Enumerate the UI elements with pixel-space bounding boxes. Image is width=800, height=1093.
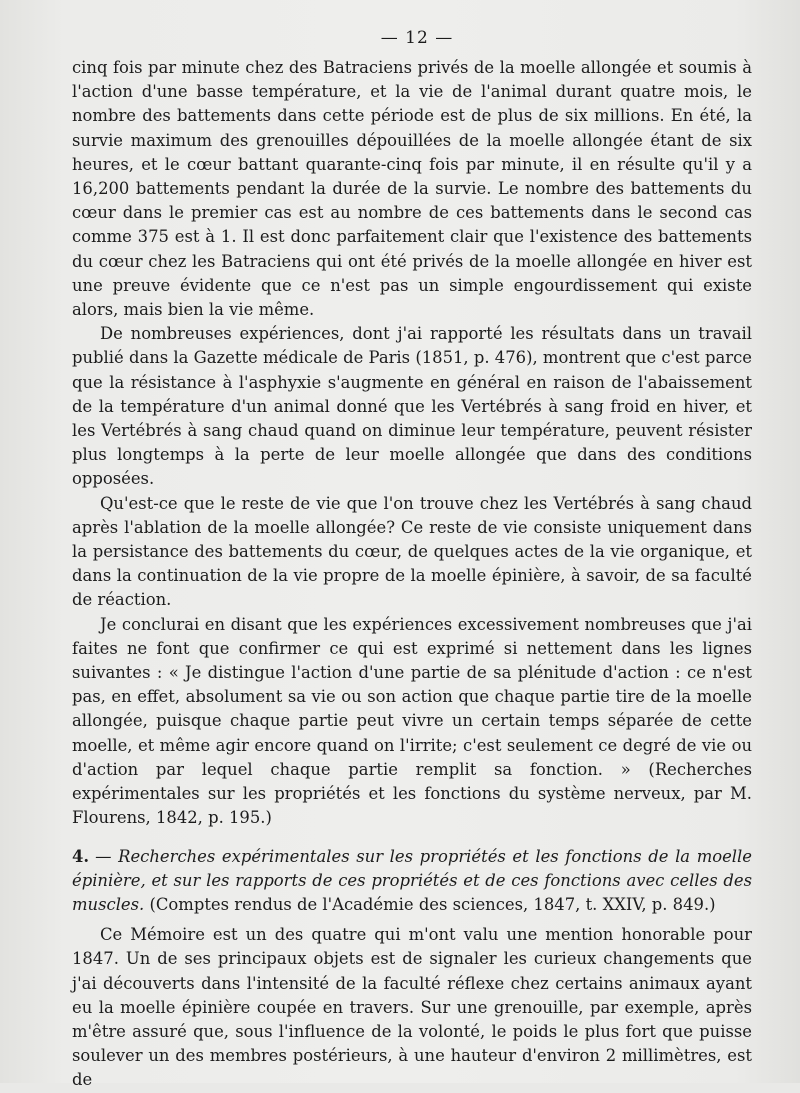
paragraph-remaining-life: Qu'est-ce que le reste de vie que l'on trouve chez les Vertébrés à sang chaud après l'ablation de la moelle allongée? Ce reste de vie consiste uniquement dans la persistance des battements du cœur, de quelques actes de la vie organique, et dans la continuation de la vie propre de la moelle épinière, à savoir, de sa faculté de réaction. <box>72 493 752 610</box>
paragraph-conclusion-quote: Je conclurai en disant que les expériences excessivement nombreuses que j'ai faites ne font que confirmer ce qui est exprimé si nettement dans les lignes suivantes : « Je distingue l'action d'une partie de sa plénitude d'action : ce n'est pas, en effet, absolument sa vie ou son action que chaque partie tire de la moelle allongée, puisque chaque partie peut vivre un certain temps séparée de cette moelle, et même agir encore quand on l'irrite; c'est seulement ce degré de vie ou d'action par lequel chaque partie remplit sa fonction. » (Recherches expérimentales sur les propriétés et les fonctions du système nerveux, par M. Flourens, 1842, p. 195.) <box>72 614 752 828</box>
entry-number: 4. <box>72 846 90 866</box>
entry-title: — Recherches expérimentales sur les propriétés et les fonctions de la moelle épinière, et sur les rapports de ces propriétés et de ces fonctions avec celles des muscles. <box>72 846 752 914</box>
entry-reference: (Comptes rendus de l'Académie des sciences, 1847, t. XXIV, p. 849.) <box>149 894 716 914</box>
paragraph-memoir: Ce Mémoire est un des quatre qui m'ont valu une mention honorable pour 1847. Un de ses principaux objets est de signaler les curieux changements que j'ai découverts dans l'intensité de la faculté réflexe chez certains animaux ayant eu la moelle épinière coupée en travers. Sur une grenouille, par exemple, après m'être assuré que, sous l'influence de la volonté, le poids le plus fort que puisse soulever un des membres postérieurs, à une hauteur d'environ 2 millimètres, est de <box>72 925 752 1090</box>
page-number: — 12 — <box>380 28 454 48</box>
bibliography-entry <box>72 845 752 918</box>
paragraph-asphyxia: De nombreuses expériences, dont j'ai rapporté les résultats dans un travail publié dans la Gazette médicale de Paris (1851, p. 476), montrent que c'est parce que la résistance à l'asphyxie s'augmente en général en raison de l'abaissement de la température d'un animal donné que les Vertébrés à sang froid en hiver, et les Vertébrés à sang chaud quand on diminue leur température, peuvent résister plus longtemps à la perte de leur moelle allongée que dans des conditions opposées. <box>72 324 752 489</box>
paragraph-heartbeats: cinq fois par minute chez des Batraciens privés de la moelle allongée et soumis à l'action d'une basse température, et la vie de l'animal durant quatre mois, le nombre des battements dans cette période est de plus de six millions. En été, la survie maximum des grenouilles dépouillées de la moelle allongée étant de six heures, et le cœur battant quarante-cinq fois par minute, il en résulte qu'il y a 16,200 battements pendant la durée de la survie. Le nombre des battements du cœur dans le premier cas est au nombre de ces battements dans le second cas comme 375 est à 1. Il est donc parfaitement clair que l'existence des battements du cœur chez les Batraciens qui ont été privés de la moelle allongée en hiver est une preuve évidente que ce n'est pas un simple engourdissement qui existe alors, mais bien la vie même. <box>72 58 752 320</box>
